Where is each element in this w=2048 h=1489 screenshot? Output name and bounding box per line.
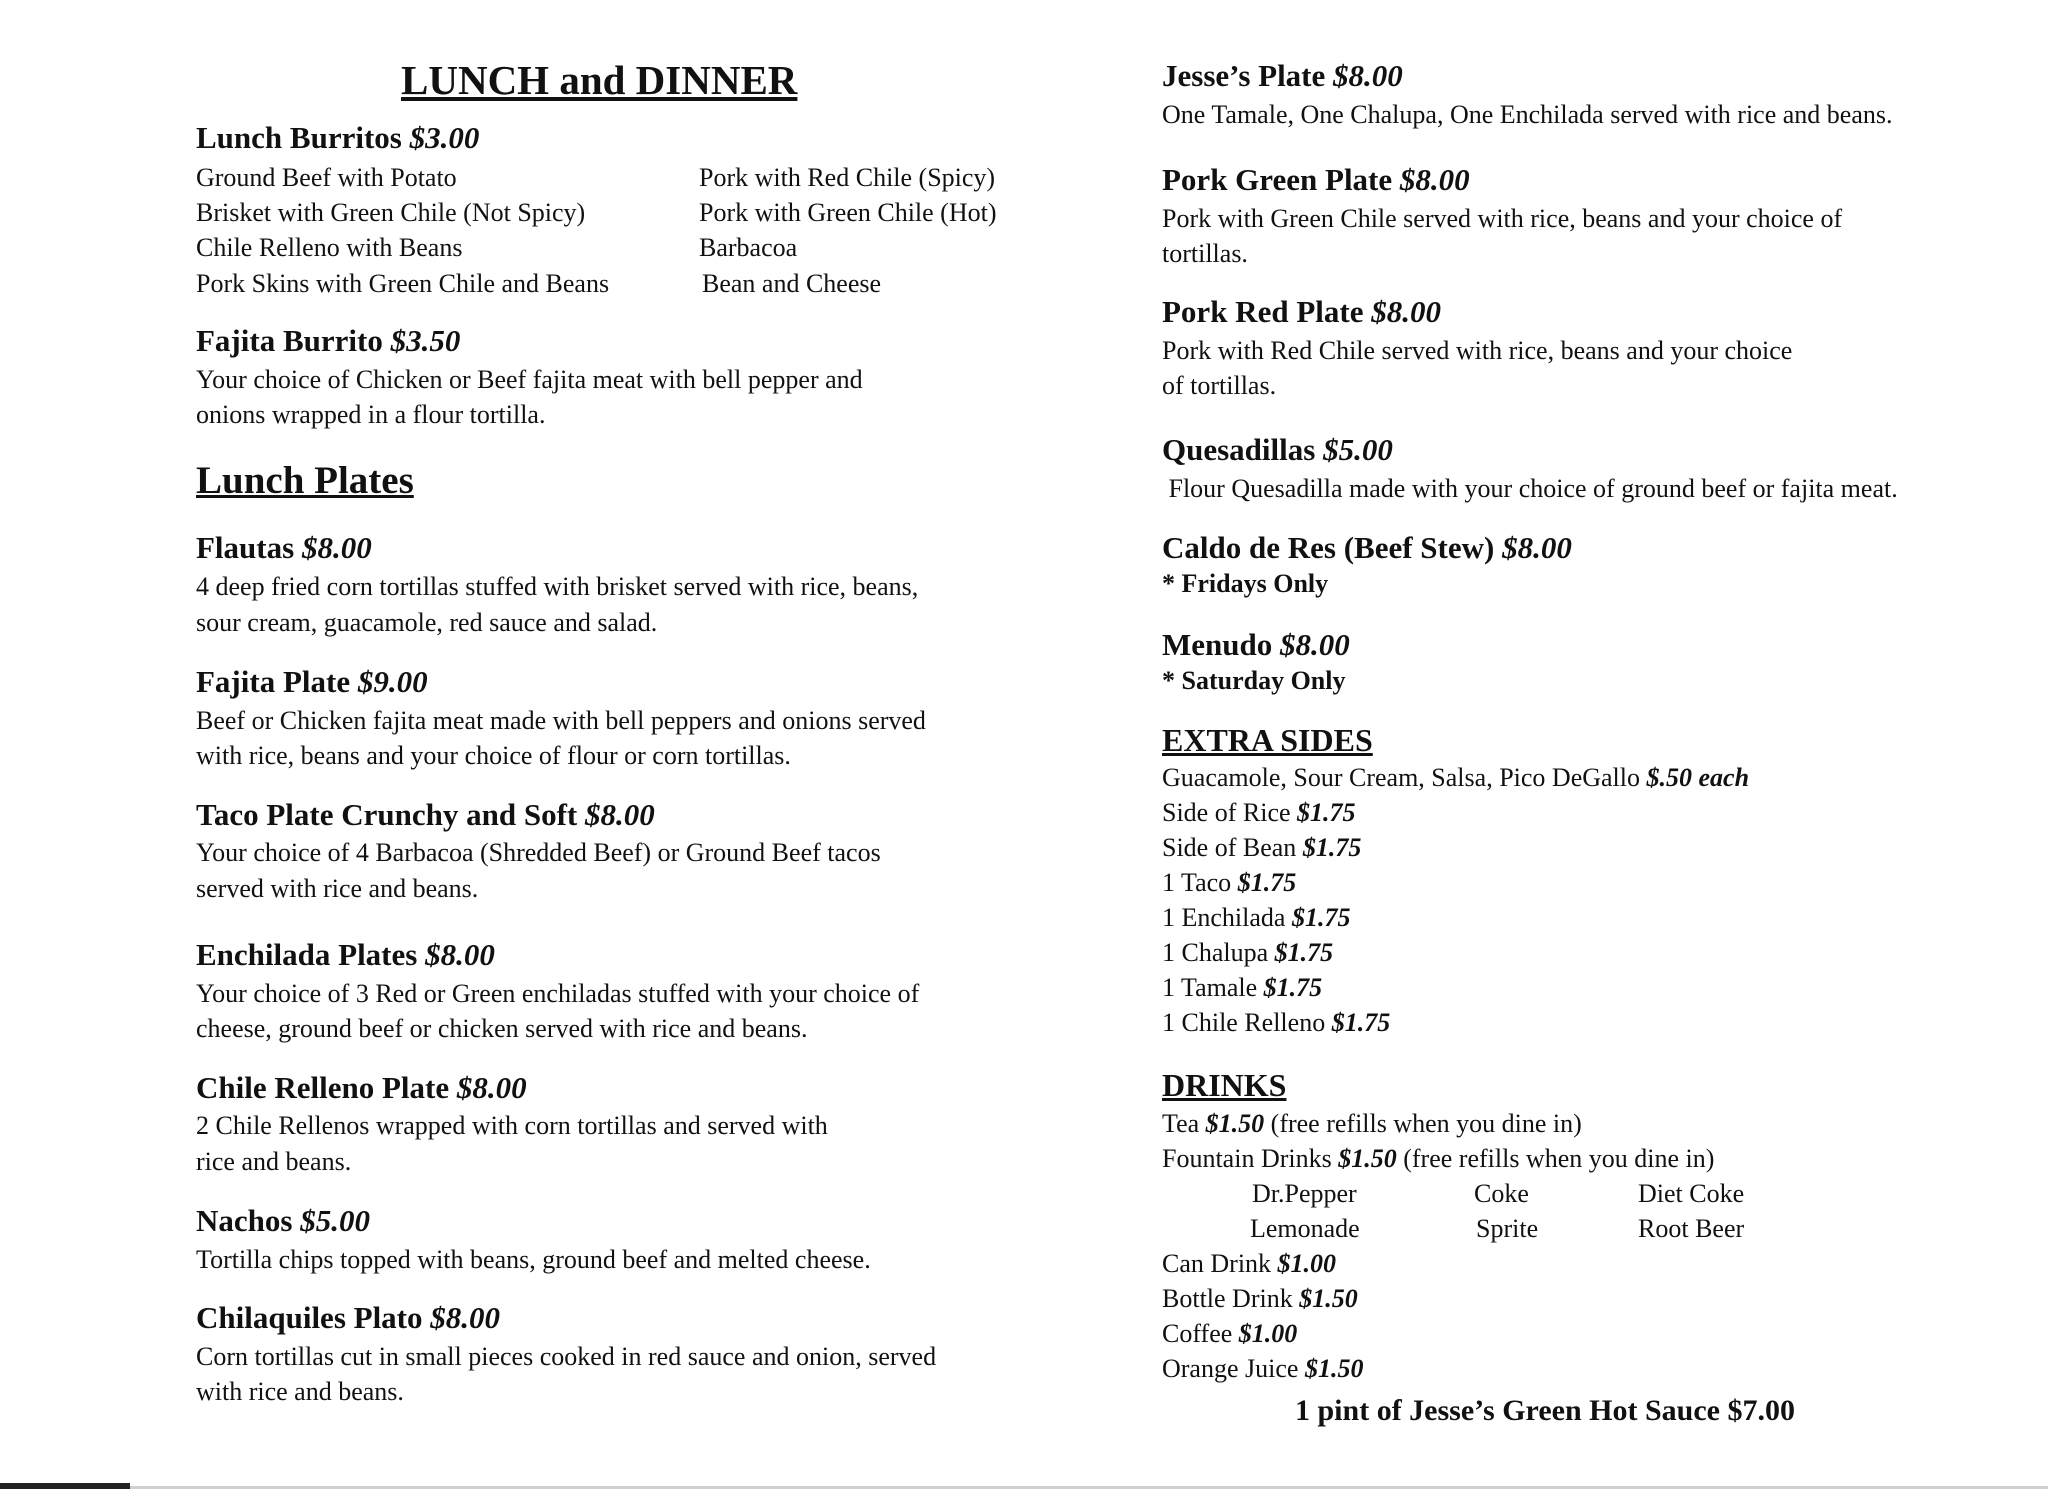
list-item: Pork with Red Chile (Spicy)	[699, 163, 996, 192]
fountain-options	[1162, 1179, 1862, 1249]
side-name: Side of Rice	[1162, 798, 1291, 827]
item-name: Nachos	[196, 1203, 293, 1238]
item-description: 4 deep fried corn tortillas stuffed with brisket served with rice, beans,	[196, 572, 919, 601]
side-name: Side of Bean	[1162, 833, 1297, 862]
side-item	[1162, 798, 1356, 828]
side-item	[1162, 1008, 1390, 1038]
side-item	[1162, 868, 1296, 898]
item-description: cheese, ground beef or chicken served with rice and beans.	[196, 1014, 808, 1043]
item-price: $8.00	[425, 937, 495, 972]
fountain-option: Lemonade	[1250, 1214, 1360, 1243]
drink-price: $1.50	[1338, 1144, 1397, 1173]
item-name: Quesadillas	[1162, 432, 1316, 467]
item-description: 2 Chile Rellenos wrapped with corn tortillas and served with	[196, 1111, 828, 1140]
drink-name: Can Drink	[1162, 1249, 1272, 1278]
side-price: $1.75	[1263, 973, 1323, 1002]
item-price: $8.00	[584, 797, 655, 832]
hot-sauce-note: 1 pint of Jesse’s Green Hot Sauce $7.00	[1295, 1394, 1795, 1427]
tea-item	[1162, 1109, 1582, 1139]
item-description: with rice, beans and your choice of flour or corn tortillas.	[196, 741, 791, 770]
availability-note: * Fridays Only	[1162, 569, 1329, 598]
availability-note: * Saturday Only	[1162, 666, 1346, 695]
side-name: 1 Chalupa	[1162, 938, 1269, 967]
taco-plate-heading	[196, 797, 655, 833]
item-price: $5.00	[300, 1203, 370, 1238]
pork-red-plate-heading	[1162, 294, 1441, 330]
item-name: Menudo	[1162, 627, 1273, 662]
side-price: $1.75	[1237, 868, 1297, 897]
side-name: 1 Taco	[1162, 868, 1232, 897]
drink-note: (free refills when you dine in)	[1403, 1144, 1715, 1173]
item-description: Tortilla chips topped with beans, ground beef and melted cheese.	[196, 1245, 871, 1274]
drink-name: Bottle Drink	[1162, 1284, 1293, 1313]
item-name: Enchilada Plates	[196, 937, 418, 972]
drink-name: Tea	[1162, 1109, 1200, 1138]
item-description: Corn tortillas cut in small pieces cooked in red sauce and onion, served	[196, 1342, 937, 1371]
side-price: $1.75	[1274, 938, 1334, 967]
item-description: tortillas.	[1162, 239, 1248, 268]
list-item: Bean and Cheese	[702, 269, 882, 298]
extra-sides-title: EXTRA SIDES	[1162, 722, 1373, 758]
item-description: Your choice of Chicken or Beef fajita meat with bell pepper and	[196, 365, 863, 394]
item-description: rice and beans.	[196, 1147, 352, 1176]
item-price: $8.00	[430, 1300, 501, 1335]
item-name: Jesse’s Plate	[1162, 58, 1326, 93]
item-name: Chile Relleno Plate	[196, 1070, 450, 1105]
item-price: $8.00	[1371, 294, 1441, 329]
fountain-option: Root Beer	[1638, 1214, 1745, 1243]
item-description: with rice and beans.	[196, 1377, 404, 1406]
pork-green-plate-heading	[1162, 162, 1470, 198]
item-name: Chilaquiles Plato	[196, 1300, 423, 1335]
drink-price: $1.00	[1277, 1249, 1337, 1278]
item-price: $3.50	[390, 323, 461, 358]
item-price: $3.00	[409, 120, 480, 155]
fajita-burrito-heading	[196, 323, 460, 359]
list-item: Brisket with Green Chile (Not Spicy)	[196, 198, 586, 227]
list-item: Chile Relleno with Beans	[196, 233, 463, 262]
side-price: $1.75	[1331, 1008, 1391, 1037]
lunch-plates-title: Lunch Plates	[196, 459, 414, 502]
item-name: Flautas	[196, 530, 295, 565]
item-price: $8.00	[1280, 627, 1350, 662]
side-item	[1162, 833, 1361, 863]
item-description: of tortillas.	[1162, 371, 1277, 400]
chilaquiles-plato-heading	[196, 1300, 500, 1336]
item-description: Pork with Red Chile served with rice, beans and your choice	[1162, 336, 1793, 365]
fountain-option: Diet Coke	[1638, 1179, 1745, 1208]
item-name: Pork Green Plate	[1162, 162, 1393, 197]
drink-name: Fountain Drinks	[1162, 1144, 1332, 1173]
drink-name: Coffee	[1162, 1319, 1233, 1348]
list-item: Pork Skins with Green Chile and Beans	[196, 269, 610, 298]
flautas-heading	[196, 530, 372, 566]
item-name: Pork Red Plate	[1162, 294, 1364, 329]
list-item: Barbacoa	[699, 233, 798, 262]
item-price: $8.00	[1333, 58, 1403, 93]
drink-item	[1162, 1249, 1336, 1279]
side-item	[1162, 973, 1322, 1003]
item-description: Your choice of 4 Barbacoa (Shredded Beef) or Ground Beef tacos	[196, 838, 881, 867]
item-name: Fajita Burrito	[196, 323, 383, 358]
side-item	[1162, 763, 1749, 793]
jesses-plate-heading	[1162, 58, 1403, 94]
item-description: Flour Quesadilla made with your choice of ground beef or fajita meat.	[1162, 474, 1898, 503]
item-description: onions wrapped in a flour tortilla.	[196, 400, 546, 429]
nachos-heading	[196, 1203, 370, 1239]
item-price: $5.00	[1323, 432, 1393, 467]
side-price: $1.75	[1291, 903, 1351, 932]
item-price: $8.00	[1502, 530, 1572, 565]
side-price: $.50 each	[1646, 763, 1750, 792]
side-name: 1 Tamale	[1162, 973, 1258, 1002]
drink-price: $1.50	[1205, 1109, 1265, 1138]
lunch-burritos-heading	[196, 120, 479, 156]
list-item: Ground Beef with Potato	[196, 163, 457, 192]
fountain-drinks-item	[1162, 1144, 1714, 1174]
drinks-title: DRINKS	[1162, 1067, 1287, 1103]
item-price: $9.00	[357, 664, 428, 699]
fountain-option: Coke	[1474, 1179, 1529, 1208]
item-name: Lunch Burritos	[196, 120, 402, 155]
fountain-option: Sprite	[1476, 1214, 1539, 1243]
drink-note: (free refills when you dine in)	[1270, 1109, 1582, 1138]
list-item: Pork with Green Chile (Hot)	[699, 198, 997, 227]
side-name: Guacamole, Sour Cream, Salsa, Pico DeGallo	[1162, 763, 1640, 792]
bottom-mark	[0, 1483, 130, 1489]
fajita-plate-heading	[196, 664, 428, 700]
item-price: $8.00	[1399, 162, 1470, 197]
item-name: Taco Plate Crunchy and Soft	[196, 797, 578, 832]
item-name: Fajita Plate	[196, 664, 351, 699]
burrito-list	[196, 160, 1076, 305]
item-description: sour cream, guacamole, red sauce and salad.	[196, 608, 658, 637]
side-price: $1.75	[1302, 833, 1362, 862]
item-description: Pork with Green Chile served with rice, beans and your choice of	[1162, 204, 1843, 233]
side-name: 1 Enchilada	[1162, 903, 1286, 932]
side-item	[1162, 903, 1350, 933]
item-price: $8.00	[301, 530, 372, 565]
drink-item	[1162, 1284, 1358, 1314]
item-description: Beef or Chicken fajita meat made with bell peppers and onions served	[196, 706, 926, 735]
quesadillas-heading	[1162, 432, 1393, 468]
fountain-option: Dr.Pepper	[1252, 1179, 1357, 1208]
drink-price: $1.50	[1299, 1284, 1358, 1313]
menudo-heading	[1162, 627, 1350, 663]
drink-price: $1.50	[1304, 1354, 1364, 1383]
item-name: Caldo de Res (Beef Stew)	[1162, 530, 1495, 565]
item-price: $8.00	[456, 1070, 527, 1105]
drink-price: $1.00	[1238, 1319, 1298, 1348]
item-description: served with rice and beans.	[196, 874, 479, 903]
drink-item	[1162, 1319, 1297, 1349]
page-title: LUNCH and DINNER	[401, 57, 798, 103]
side-name: 1 Chile Relleno	[1162, 1008, 1326, 1037]
caldo-de-res-heading	[1162, 530, 1572, 566]
drink-name: Orange Juice	[1162, 1354, 1299, 1383]
drink-item	[1162, 1354, 1363, 1384]
chile-relleno-plate-heading	[196, 1070, 527, 1106]
side-price: $1.75	[1297, 798, 1356, 827]
item-description: One Tamale, One Chalupa, One Enchilada served with rice and beans.	[1162, 100, 1893, 129]
enchilada-plates-heading	[196, 937, 495, 973]
item-description: Your choice of 3 Red or Green enchiladas stuffed with your choice of	[196, 979, 920, 1008]
side-item	[1162, 938, 1333, 968]
